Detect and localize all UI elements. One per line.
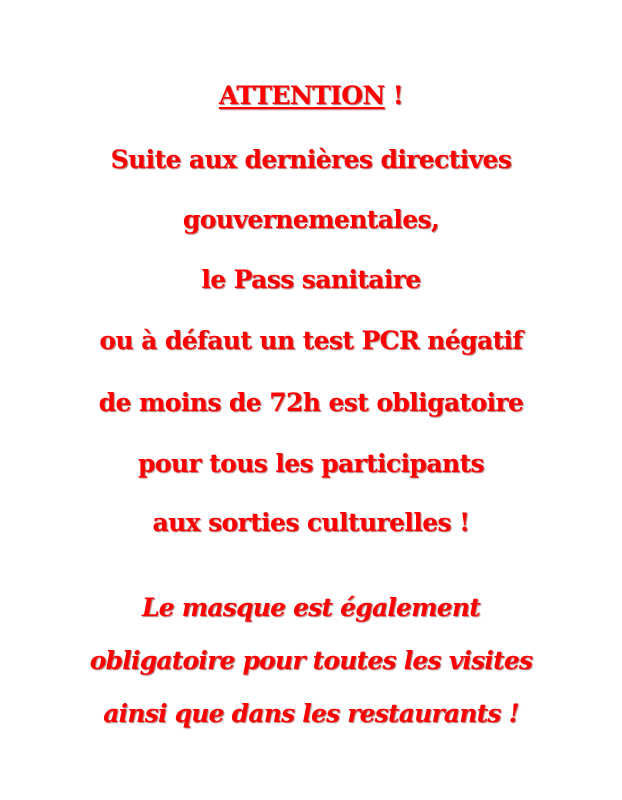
notice-line-sorties: aux sorties culturelles ! (152, 508, 470, 537)
mask-line-masque: Le masque est également (141, 593, 481, 622)
notice-line-participants: pour tous les participants (137, 449, 485, 478)
mask-line-visites: obligatoire pour toutes les visites (89, 646, 533, 675)
notice-line-directives: Suite aux dernières directives (110, 145, 512, 174)
attention-exclamation: ! (384, 81, 404, 110)
notice-line-obligatoire: de moins de 72h est obligatoire (98, 388, 524, 417)
notice-line-gouvernementales: gouvernementales, (182, 205, 440, 234)
attention-word: ATTENTION (218, 81, 385, 110)
notice-title (0, 80, 622, 112)
notice-line-test-pcr: ou à défaut un test PCR négatif (99, 326, 523, 355)
mask-line-restaurants: ainsi que dans les restaurants ! (103, 699, 519, 728)
notice-line-pass-sanitaire: le Pass sanitaire (201, 265, 421, 294)
